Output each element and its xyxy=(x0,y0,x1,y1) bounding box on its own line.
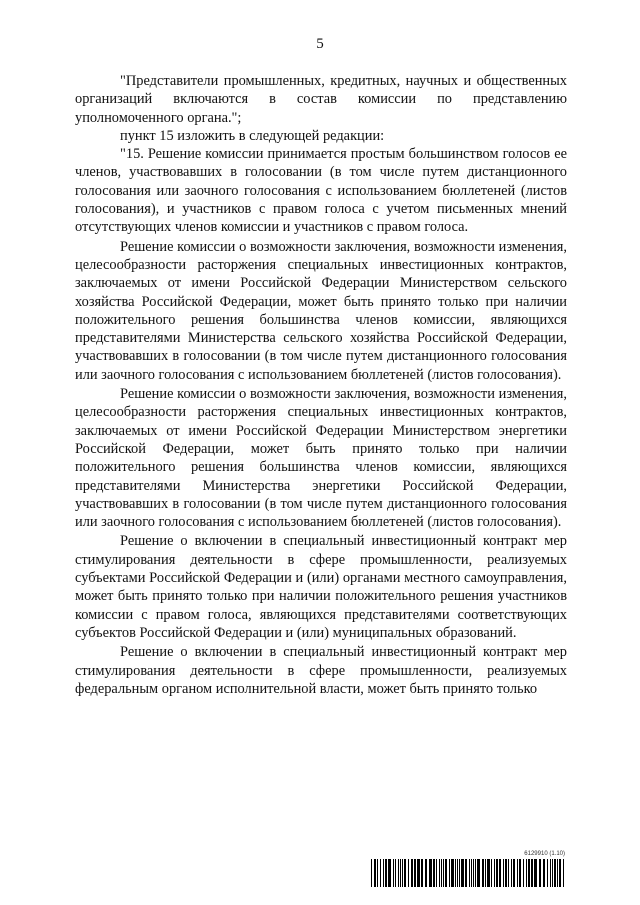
barcode-bar xyxy=(411,859,413,887)
barcode-bar xyxy=(508,859,509,887)
barcode-bar xyxy=(451,859,454,887)
barcode-bar xyxy=(425,859,427,887)
barcode-bar xyxy=(477,859,480,887)
barcode-bar xyxy=(513,859,515,887)
barcode-bar xyxy=(523,859,524,887)
barcode-bar xyxy=(534,859,537,887)
barcode-bar xyxy=(461,859,464,887)
paragraph-5: Решение комиссии о возможности заключения, возможности изменения, целесообразности расторжения специальных инвестиционных контрактов, заключаемых от имени Российской Федерации Министерством энергетики Российской Федерации, может быть принято только при наличии положительного решения большинства членов комиссии, являющихся представителями Министерства энергетики Российской Федерации, участвовавших в голосовании (в том числе путем дистанционного голосования или заочного голосования с использованием бюллетеней (листов голосования). xyxy=(75,386,567,531)
barcode-bar xyxy=(385,859,387,887)
barcode-bar xyxy=(457,859,458,887)
barcode-bar xyxy=(543,859,545,887)
barcode-bar xyxy=(393,859,394,887)
barcode-bar xyxy=(503,859,504,887)
barcode-bar xyxy=(511,859,512,887)
barcode-bar xyxy=(559,859,561,887)
barcode-bar xyxy=(519,859,521,887)
barcode-bar xyxy=(400,859,401,887)
barcode-bar xyxy=(459,859,460,887)
barcode-bar xyxy=(449,859,450,887)
barcode-bar xyxy=(554,859,556,887)
barcode-bar xyxy=(402,859,403,887)
barcode-bar xyxy=(371,859,372,887)
barcode-bar xyxy=(380,859,381,887)
barcode-bar xyxy=(441,859,442,887)
barcode-bar xyxy=(539,859,541,887)
barcode-bar xyxy=(499,859,501,887)
barcode-bar xyxy=(517,859,518,887)
barcode-bar xyxy=(505,859,507,887)
paragraph-3: "15. Решение комиссии принимается простым большинством голосов ее членов, участвовавших в голосовании (в том числе путем дистанционного голосования или заочного голосования с использованием бюллетеней (листов голосования), и участников с правом голоса с учетом письменных мнений отсутствующих членов комиссии и участников с правом голоса. xyxy=(75,146,567,236)
barcode-bar xyxy=(547,859,548,887)
barcode-bar xyxy=(445,859,447,887)
barcode-bar xyxy=(455,859,456,887)
barcode-bar xyxy=(388,859,391,887)
barcode-bar xyxy=(550,859,551,887)
paragraph-7: Решение о включении в специальный инвестиционный контракт мер стимулирования деятельности в сфере промышленности, реализуемых федеральным органом исполнительной власти, может быть принято только xyxy=(75,644,567,697)
barcode-bar xyxy=(471,859,472,887)
barcode-bar xyxy=(526,859,527,887)
barcode-bar xyxy=(417,859,420,887)
barcode-bar xyxy=(469,859,470,887)
barcode-bar xyxy=(465,859,467,887)
barcode-bar xyxy=(557,859,558,887)
barcode-bar xyxy=(475,859,476,887)
barcode-bar xyxy=(377,859,378,887)
barcode-bar xyxy=(494,859,495,887)
barcode-bar xyxy=(485,859,486,887)
barcode-bar xyxy=(473,859,474,887)
barcode-bar xyxy=(443,859,444,887)
paragraph-4: Решение комиссии о возможности заключения, возможности изменения, целесообразности расторжения специальных инвестиционных контрактов, заключаемых от имени Российской Федерации Министерством сельского хозяйства Российской Федерации, может быть принято только при наличии положительного решения большинства членов комиссии, являющихся представителями Министерства сельского хозяйства Российской Федерации, участвовавших в голосовании (в том числе путем дистанционного голосования или заочного голосования с использованием бюллетеней (листов голосования). xyxy=(75,238,567,383)
barcode-bar xyxy=(496,859,498,887)
barcode-bar xyxy=(436,859,437,887)
barcode-bar xyxy=(398,859,399,887)
barcode-bar xyxy=(414,859,416,887)
barcode-bar xyxy=(531,859,533,887)
barcode-bar xyxy=(563,859,564,887)
barcode-bar xyxy=(374,859,376,887)
barcode-image xyxy=(371,859,565,887)
barcode-bar xyxy=(491,859,492,887)
barcode-bar xyxy=(421,859,423,887)
paragraph-1: "Представители промышленных, кредитных, научных и общественных организаций включаются в состав комиссии по представлению уполномоченного органа."; xyxy=(75,73,567,126)
document-body xyxy=(75,72,567,698)
barcode-bar xyxy=(552,859,553,887)
paragraph-6: Решение о включении в специальный инвестиционный контракт мер стимулирования деятельности в сфере промышленности, реализуемых субъектами Российской Федерации и (или) органами местного самоуправления, может быть принято только при наличии положительного решения участников комиссии с правом голоса, являющихся представителями соответствующих субъектов Российской Федерации и (или) муниципальных образований. xyxy=(75,533,567,641)
barcode-bar xyxy=(404,859,406,887)
barcode-bar xyxy=(482,859,484,887)
barcode-bar xyxy=(439,859,440,887)
barcode-bar xyxy=(429,859,432,887)
barcode-bar xyxy=(383,859,384,887)
paragraph-2: пункт 15 изложить в следующей редакции: xyxy=(120,127,385,144)
barcode-bar xyxy=(433,859,435,887)
barcode-bar xyxy=(528,859,530,887)
document-code: 6129910 (1.10) xyxy=(524,851,565,857)
barcode-bar xyxy=(487,859,490,887)
barcode-bar xyxy=(408,859,409,887)
barcode-bar xyxy=(395,859,396,887)
page-number: 5 xyxy=(316,36,324,52)
